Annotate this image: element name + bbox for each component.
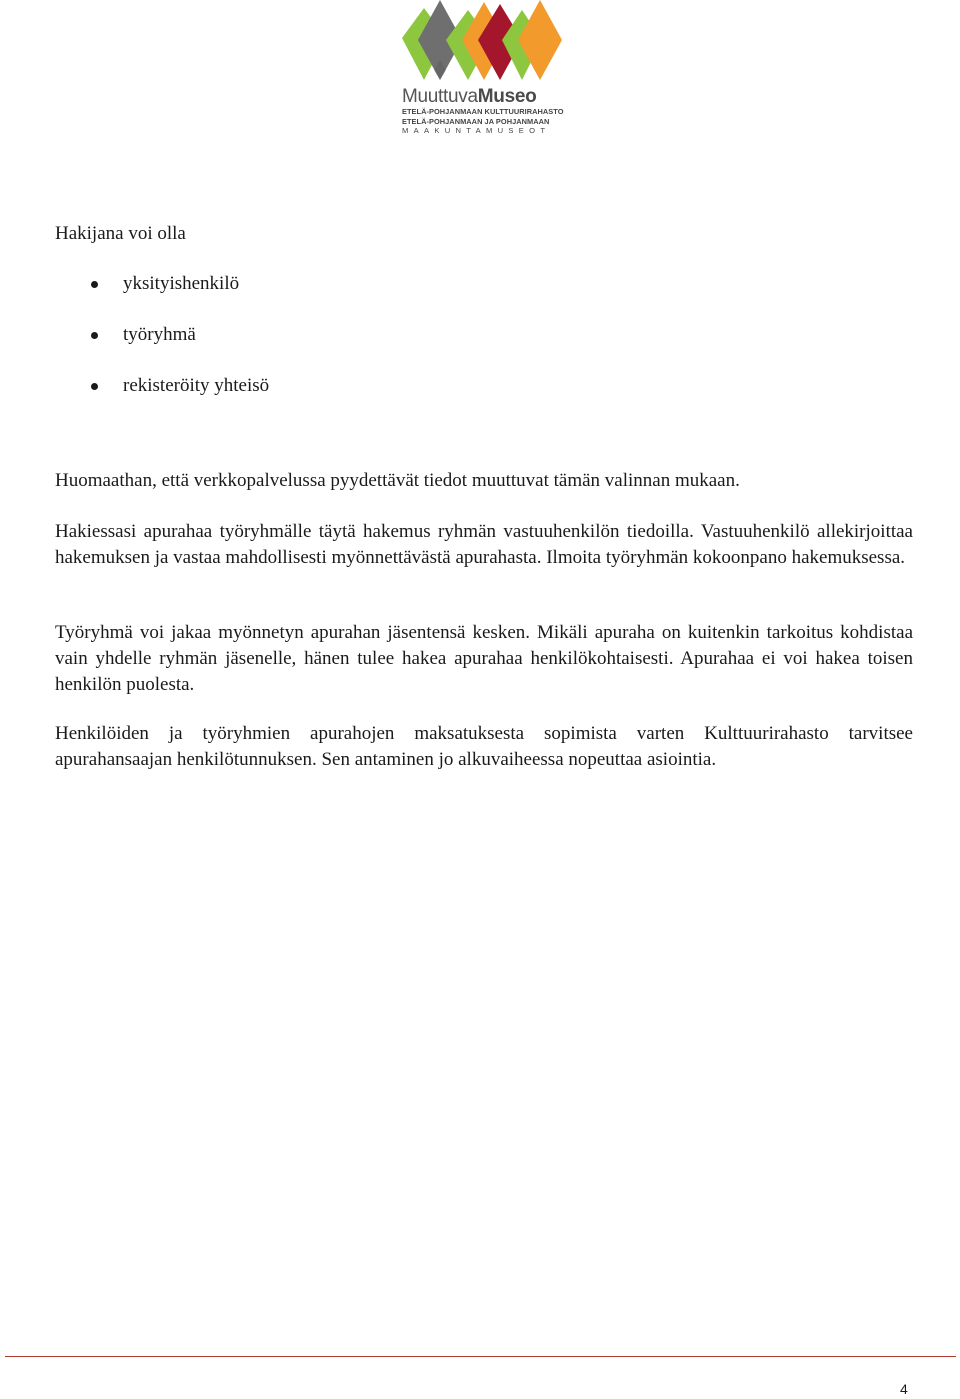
logo-subtitle-3: MAAKUNTAMUSEOT	[402, 126, 551, 135]
logo-wordmark: MuuttuvaMuseo	[402, 86, 537, 107]
intro-heading: Hakijana voi olla	[55, 223, 186, 244]
logo-subtitle-2: ETELÄ-POHJANMAAN JA POHJANMAAN	[402, 116, 550, 126]
logo-subtitle-1: ETELÄ-POHJANMAAN KULTTUURIRAHASTO	[402, 107, 564, 116]
applicant-types-list	[55, 271, 269, 424]
bullet-icon	[91, 281, 98, 288]
logo-text-block	[402, 87, 572, 136]
list-item: yksityishenkilö	[55, 271, 269, 322]
paragraph-note: Huomaathan, että verkkopalvelussa pyydettävät tiedot muuttuvat tämän valinnan mukaan.	[55, 470, 740, 491]
list-item: työryhmä	[55, 322, 269, 373]
logo-diamonds-graphic	[398, 0, 568, 92]
footer-rule	[5, 1356, 956, 1357]
page-number: 4	[900, 1381, 908, 1397]
list-item: rekisteröity yhteisö	[55, 373, 269, 424]
bullet-icon	[91, 332, 98, 339]
paragraph-workgroup-application: Hakiessasi apurahaa työryhmälle täytä hakemus ryhmän vastuuhenkilön tiedoilla. Vastuuhenkilö allekirjoittaa hakemuksen ja vastaa mahdollisesti myönnettävästä apurahasta. Ilmoita työryhmän kokoonpano hakemuksessa.	[55, 521, 913, 568]
paragraph-personal-id: Henkilöiden ja työryhmien apurahojen maksatuksesta sopimista varten Kulttuurirahasto tarvitsee apurahansaajan henkilötunnuksen. Sen antaminen jo alkuvaiheessa nopeuttaa asiointia.	[55, 723, 913, 770]
bullet-icon	[91, 383, 98, 390]
paragraph-grant-sharing: Työryhmä voi jakaa myönnetyn apurahan jäsentensä kesken. Mikäli apuraha on kuitenkin tarkoitus kohdistaa vain yhdelle ryhmän jäsenelle, hänen tulee hakea apurahaa henkilökohtaisesti. Apurahaa ei voi hakea toisen henkilön puolesta.	[55, 622, 913, 695]
